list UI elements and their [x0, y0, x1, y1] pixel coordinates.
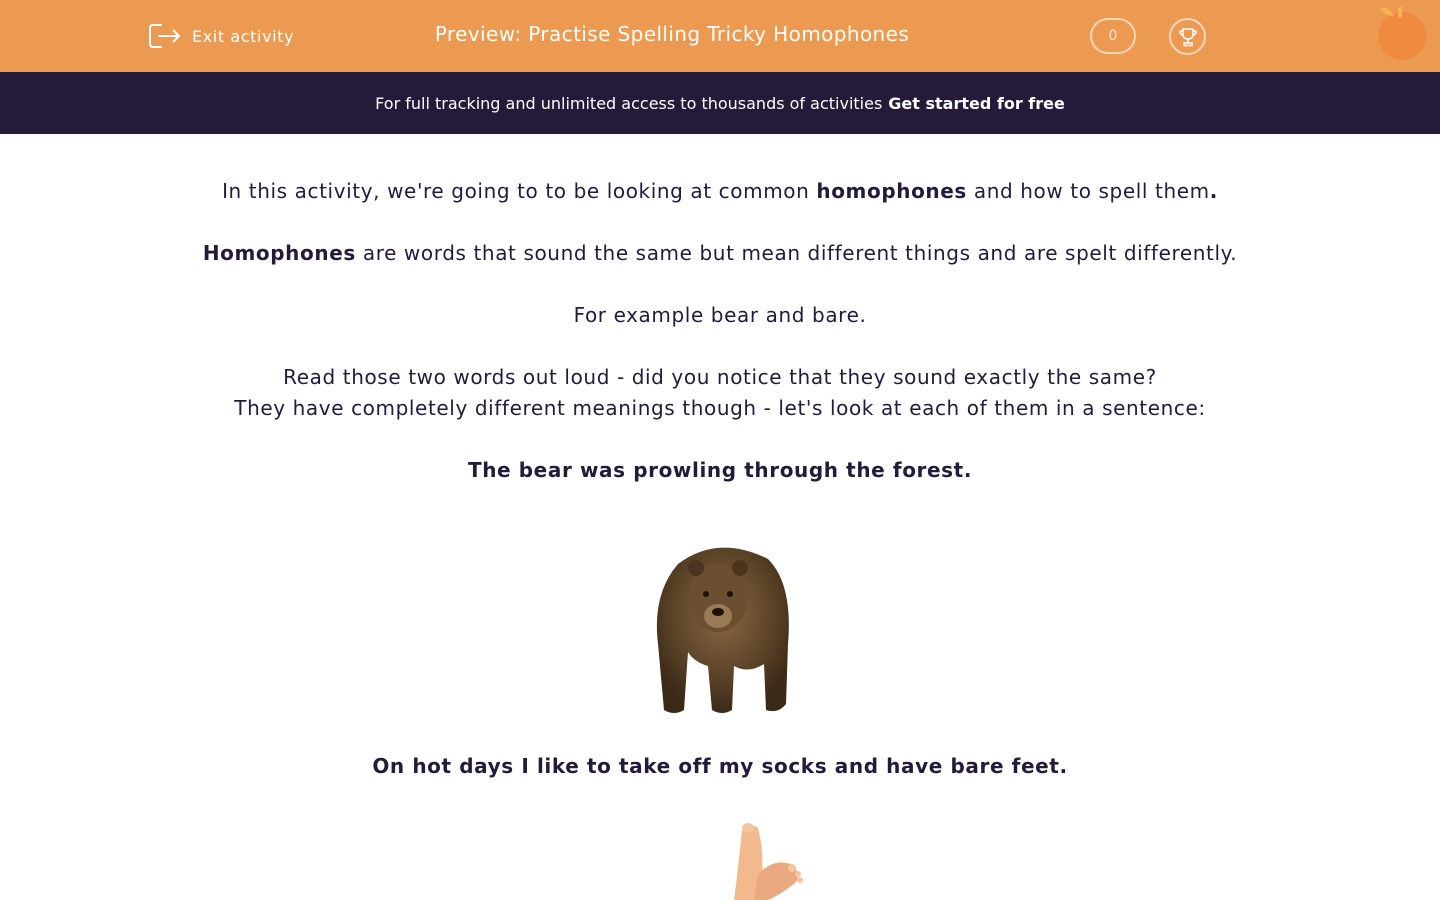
get-started-link[interactable]: Get started for free	[888, 93, 1065, 113]
exit-activity-label: Exit activity	[192, 26, 295, 46]
definition-text: are words that sound the same but mean different things and are spelt differently.	[355, 241, 1238, 265]
definition-bold-term: Homophones	[202, 241, 356, 265]
read-aloud-line-2: They have completely different meanings though - let's look at each of them in a sentence:	[234, 396, 1206, 420]
example-paragraph: For example bear and bare.	[573, 303, 867, 327]
page-title: Preview: Practise Spelling Tricky Homophones	[434, 22, 910, 46]
definition-paragraph	[0, 241, 1440, 265]
trophy-icon	[1177, 26, 1199, 48]
top-bar	[0, 0, 1440, 72]
exit-icon	[148, 21, 182, 51]
intro-full-stop: .	[1209, 179, 1218, 203]
bare-feet-image	[712, 820, 812, 900]
orange-logo-icon	[1374, 4, 1430, 62]
activity-content	[0, 134, 1440, 900]
exit-activity-button[interactable]	[148, 20, 294, 52]
intro-bold-term: homophones	[816, 179, 967, 203]
intro-text-end: and how to spell them	[966, 179, 1210, 203]
banner-text: For full tracking and unlimited access to thousands of activities	[375, 93, 883, 113]
bear-sentence: The bear was prowling through the forest.	[467, 458, 973, 482]
intro-paragraph	[0, 179, 1440, 203]
bear-image	[638, 534, 798, 718]
read-aloud-line-1: Read those two words out loud - did you notice that they sound exactly the same?	[283, 365, 1157, 389]
intro-text-start: In this activity, we're going to to be looking at common	[222, 179, 817, 203]
score-badge: 0	[1090, 18, 1136, 54]
trophy-button[interactable]	[1169, 18, 1206, 55]
signup-banner	[0, 72, 1440, 134]
bare-sentence: On hot days I like to take off my socks and have bare feet.	[372, 754, 1068, 778]
